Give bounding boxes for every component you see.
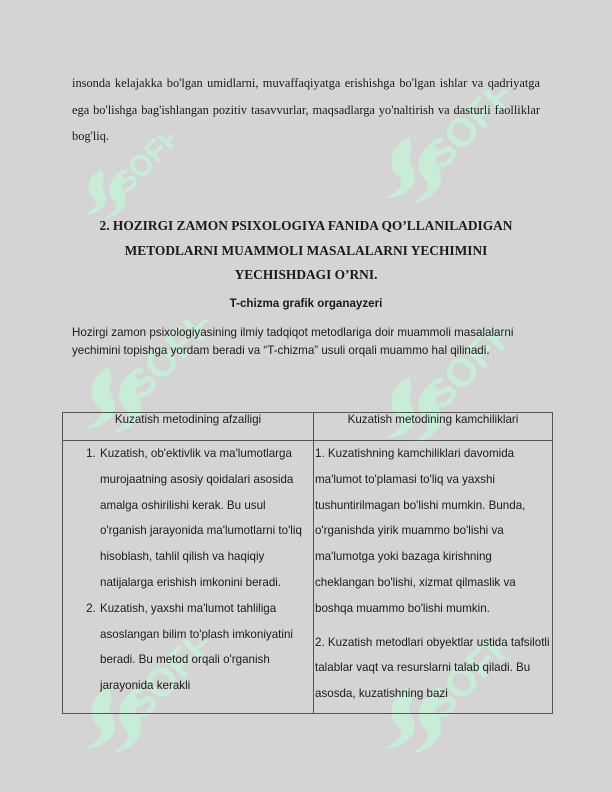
- section-heading-line: 2. HOZIRGI ZAMON PSIXOLOGIYA FANIDA QO’LLANILADIGAN: [99, 218, 513, 233]
- table-header-advantages: Kuzatish metodining afzalligi: [63, 413, 314, 441]
- section-heading-line: YECHISHDAGI O’RNI.: [234, 267, 378, 282]
- body-paragraph: Hozirgi zamon psixologiyasining ilmiy tadqiqot metodlariga doir muammoli masalalarni yechimini topishga yordam beradi va “T-chizma” usuli orqali muammo hal qilinadi.: [72, 326, 514, 357]
- list-item: 1. Kuzatishning kamchiliklari davomida ma'lumot to'plamasi to'liq va yaxshi tushuntirilmagan bo'lishi mumkin. Bunda, o'rganishda yirik muammo bo'lishi va ma'lumotga yoki bazaga kirishning cheklangan bo'lishi, xizmat qilmaslik va boshqa muammo bo'lishi mumkin.: [315, 447, 526, 615]
- list-item: 2. Kuzatish, yaxshi ma'lumot tahliliga asoslangan bilim to'plash imkoniyatini beradi. Bu metod orqali o'rganish jarayonida kerakli: [99, 596, 313, 699]
- table-header-disadvantages: Kuzatish metodining kamchiliklari: [314, 413, 553, 441]
- t-chart-table: [62, 412, 553, 714]
- section-heading: [72, 214, 540, 288]
- subheading: T-chizma grafik organayzeri: [229, 297, 383, 310]
- advantages-cell: [63, 441, 314, 714]
- disadvantages-cell: [314, 441, 553, 714]
- section-heading-line: METODLARNI MUAMMOLI MASALALARNI YECHIMINI: [124, 242, 488, 258]
- advantages-list: [63, 441, 313, 699]
- list-item: 1. Kuzatish, ob'ektivlik va ma'lumotlarga murojaatning asosiy qoidalari asosida amalga oshirilishi kerak. Bu usul o'rganish jarayonida ma'lumotlarni to'liq hisoblash, tahlil qilish va haqiqiy natijalarga erishish imkonini beradi.: [99, 441, 313, 596]
- list-item: 2. Kuzatish metodlari obyektlar ustida tafsilotli talablar vaqt va resurslarni talab qiladi. Bu asosda, kuzatishning bazi: [315, 635, 550, 701]
- table-header-row: [63, 413, 553, 441]
- disadvantages-list: [314, 441, 552, 707]
- table-row: [63, 441, 553, 714]
- intro-paragraph: insonda kelajakka bo'lgan umidlarni, muvaffaqiyatga erishishga bo'lgan ishlar va qadriyatga ega bo'lishga bag'ishlangan pozitiv tasavvurlar, maqsadlarga yo'naltirish va dasturli faolliklar bog'liq.: [72, 76, 540, 143]
